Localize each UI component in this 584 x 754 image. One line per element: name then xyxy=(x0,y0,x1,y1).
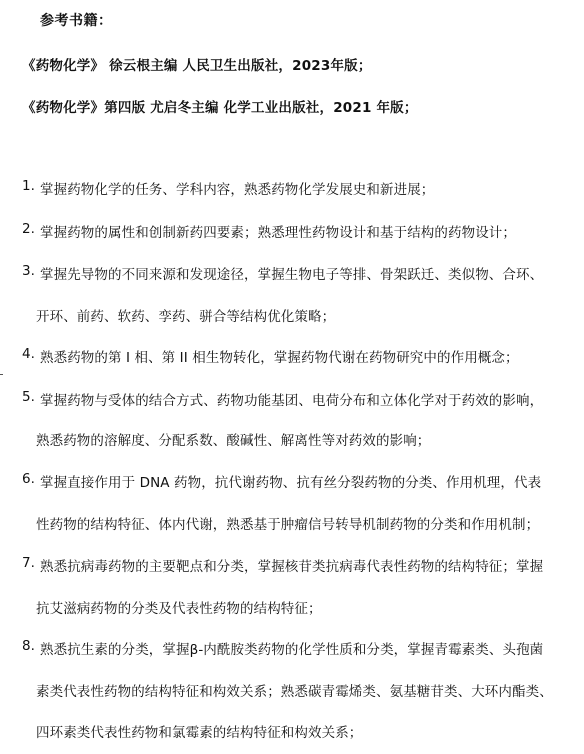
reference-entry: 《药物化学》第四版 尤启冬主编 化学工业出版社，2021 年版； xyxy=(22,100,418,116)
item-line: 熟悉药物的第 I 相、第 II 相生物转化，掌握药物代谢在药物研究中的作用概念； xyxy=(40,350,519,366)
item-line: 四环素类代表性药物和氯霉素的结构特征和构效关系； xyxy=(36,725,363,741)
item-number: 1. xyxy=(22,178,35,194)
item-line: 掌握先导物的不同来源和发现途径，掌握生物电子等排、骨架跃迁、类似物、合环、 xyxy=(40,267,544,283)
item-number: 3. xyxy=(22,263,35,279)
item-line: 开环、前药、软药、孪药、骈合等结构优化策略； xyxy=(36,309,336,325)
item-line: 掌握药物与受体的结合方式、药物功能基团、电荷分布和立体化学对于药效的影响， xyxy=(40,393,544,409)
item-number: 2. xyxy=(22,221,35,237)
item-line: 熟悉抗生素的分类，掌握β-内酰胺类药物的化学性质和分类，掌握青霉素类、头孢菌 xyxy=(40,642,544,658)
item-number: 5. xyxy=(22,389,35,405)
item-line: 掌握直接作用于 DNA 药物，抗代谢药物、抗有丝分裂药物的分类、作用机理，代表 xyxy=(40,475,542,491)
item-line: 掌握药物的属性和创制新药四要素；熟悉理性药物设计和基于结构的药物设计； xyxy=(40,225,516,241)
item-number: 4. xyxy=(22,346,35,362)
item-number: 6. xyxy=(22,471,35,487)
references-heading: 参考书籍： xyxy=(40,13,113,29)
item-line: 掌握药物化学的任务、学科内容，熟悉药物化学发展史和新进展； xyxy=(40,182,435,198)
item-line: 熟悉药物的溶解度、分配系数、酸碱性、解离性等对药效的影响； xyxy=(36,433,431,449)
margin-mark xyxy=(0,374,3,375)
item-line: 素类代表性药物的结构特征和构效关系；熟悉碳青霉烯类、氨基糖苷类、大环内酯类、 xyxy=(36,684,553,700)
item-line: 熟悉抗病毒药物的主要靶点和分类，掌握核苷类抗病毒代表性药物的结构特征；掌握 xyxy=(40,559,544,575)
item-line: 抗艾滋病药物的分类及代表性药物的结构特征； xyxy=(36,601,322,617)
item-number: 8. xyxy=(22,638,35,654)
reference-entry: 《药物化学》 徐云根主编 人民卫生出版社，2023年版； xyxy=(22,58,372,74)
item-number: 7. xyxy=(22,555,35,571)
item-line: 性药物的结构特征、体内代谢，熟悉基于肿瘤信号转导机制药物的分类和作用机制； xyxy=(36,517,540,533)
